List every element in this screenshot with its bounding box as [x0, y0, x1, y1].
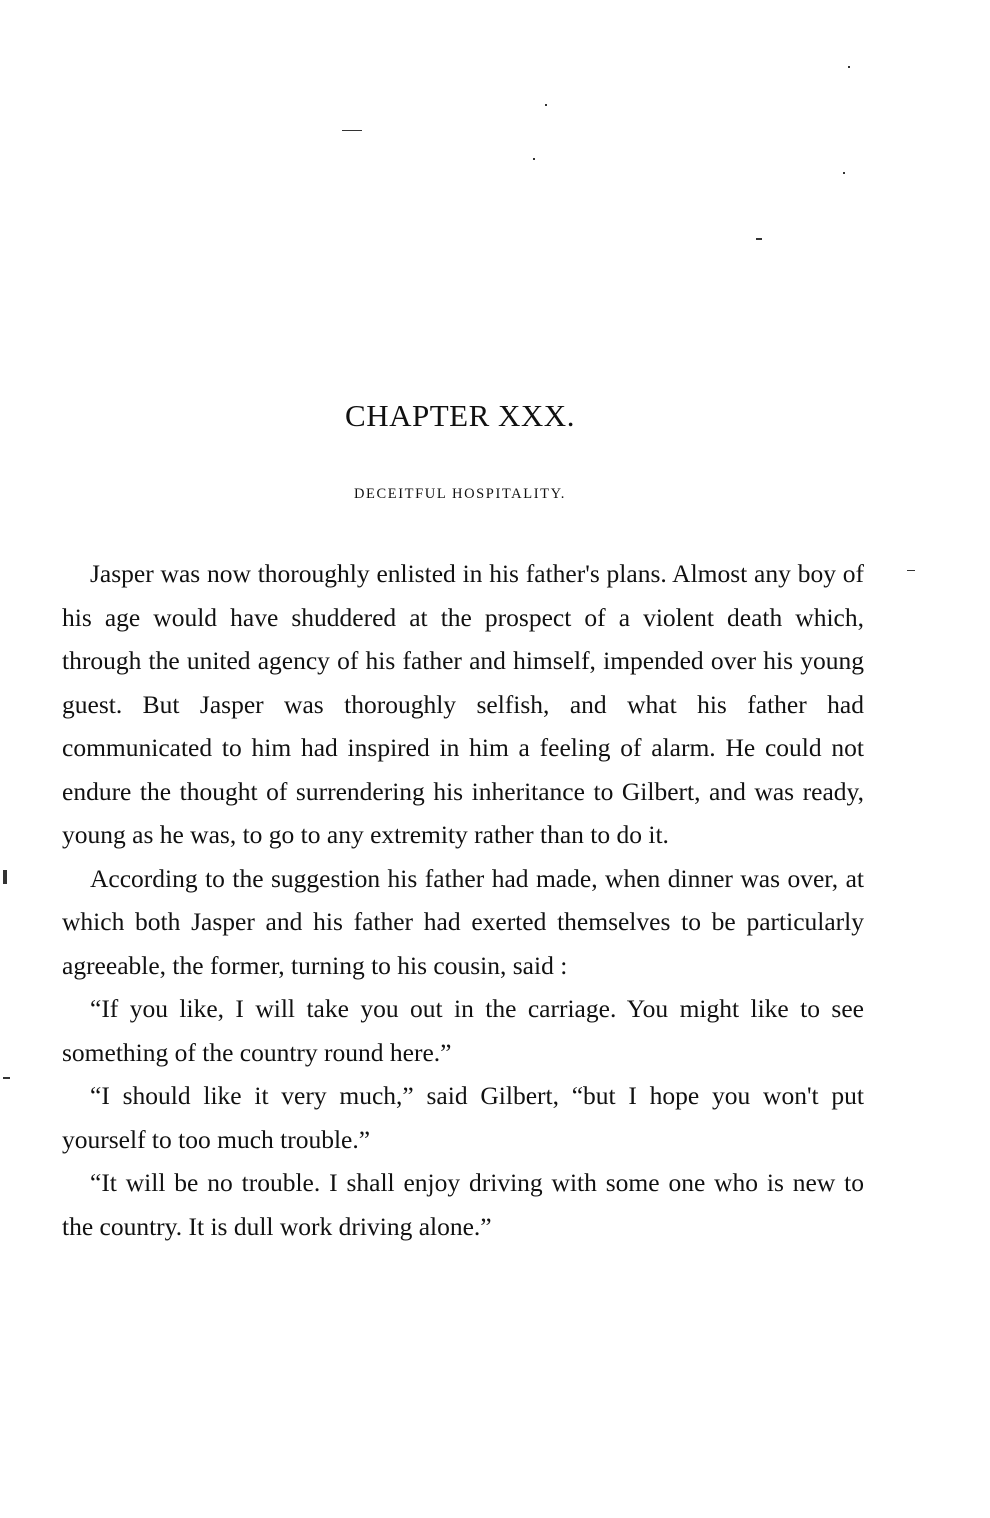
body-text: [62, 552, 864, 1248]
paragraph: “I should like it very much,” said Gilbert, “but I hope you won't put yourself to too much trouble.”: [62, 1081, 864, 1154]
scan-speck: [533, 158, 535, 160]
scan-speck: [342, 130, 362, 131]
scan-speck: [3, 870, 7, 884]
scan-speck: [843, 172, 845, 174]
scan-speck: [907, 570, 915, 571]
scan-speck: [545, 104, 547, 106]
paragraph: According to the suggestion his father had made, when dinner was over, at which both Jasper and his father had exerted themselves to be particularly agreeable, the former, turning to his cousin, said :: [62, 863, 864, 980]
paragraph: “If you like, I will take you out in the carriage. You might like to see something of the country round here.”: [62, 994, 864, 1067]
scan-speck: [3, 1077, 10, 1079]
scan-speck: [756, 238, 762, 240]
chapter-title: CHAPTER XXX.: [345, 398, 575, 433]
chapter-subtitle: DECEITFUL HOSPITALITY.: [353, 486, 567, 502]
paragraph: “It will be no trouble. I shall enjoy driving with some one who is new to the country. It is dull work driving alone.”: [62, 1168, 864, 1241]
paragraph: Jasper was now thoroughly enlisted in his father's plans. Almost any boy of his age would have shuddered at the prospect of a violent death which, through the united agency of his father and himself, impended over his young guest. But Jasper was thoroughly selfish, and what his father had communicated to him had inspired in him a feeling of alarm. He could not endure the thought of surrendering his inheritance to Gilbert, and was ready, young as he was, to go to any extremity rather than to do it.: [62, 559, 864, 849]
scan-speck: [848, 66, 850, 68]
